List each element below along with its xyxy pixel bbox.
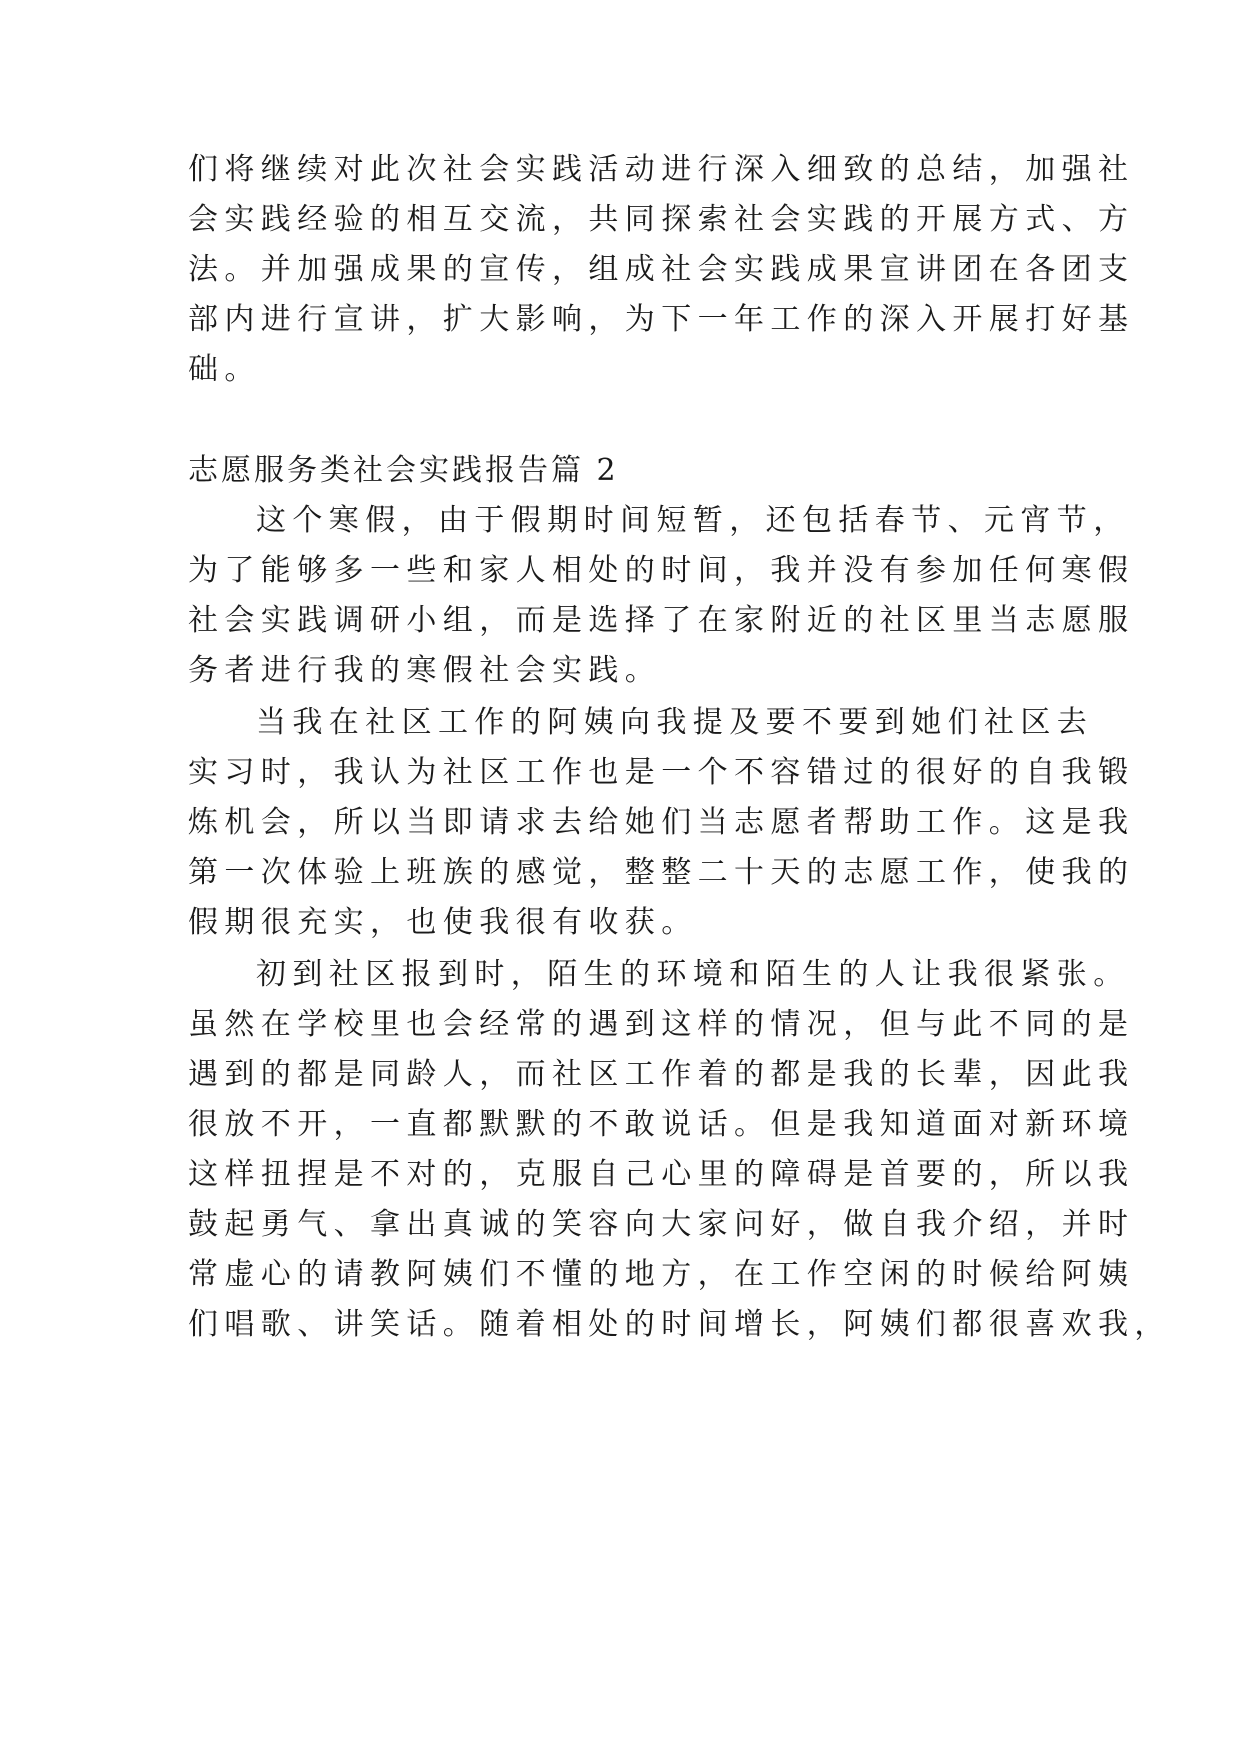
paragraph-line: 务者进行我的寒假社会实践。 xyxy=(188,653,662,688)
paragraph-line: 实习时，我认为社区工作也是一个不容错过的很好的自我锻 xyxy=(188,755,1135,790)
paragraph-line: 们唱歌、讲笑话。随着相处的时间增长，阿姨们都很喜欢我， xyxy=(188,1307,1171,1342)
paragraph-line: 会实践经验的相互交流，共同探索社会实践的开展方式、方 xyxy=(188,202,1135,237)
paragraph-line: 这个寒假，由于假期时间短暂，还包括春节、元宵节， xyxy=(256,503,1130,538)
section-heading: 志愿服务类社会实践报告篇 2 xyxy=(188,453,619,488)
paragraph-line: 炼机会，所以当即请求去给她们当志愿者帮助工作。这是我 xyxy=(188,805,1135,840)
paragraph-line: 很放不开，一直都默默的不敢说话。但是我知道面对新环境 xyxy=(188,1107,1135,1142)
paragraph-line: 社会实践调研小组，而是选择了在家附近的社区里当志愿服 xyxy=(188,603,1135,638)
paragraph-line: 们将继续对此次社会实践活动进行深入细致的总结，加强社 xyxy=(188,152,1135,187)
paragraph-line: 鼓起勇气、拿出真诚的笑容向大家问好，做自我介绍，并时 xyxy=(188,1207,1135,1242)
paragraph-line: 初到社区报到时，陌生的环境和陌生的人让我很紧张。 xyxy=(256,957,1130,992)
paragraph-line: 常虚心的请教阿姨们不懂的地方，在工作空闲的时候给阿姨 xyxy=(188,1257,1135,1292)
paragraph-line: 法。并加强成果的宣传，组成社会实践成果宣讲团在各团支 xyxy=(188,252,1135,287)
paragraph-line: 部内进行宣讲，扩大影响，为下一年工作的深入开展打好基 xyxy=(188,302,1135,337)
paragraph-line: 当我在社区工作的阿姨向我提及要不要到她们社区去 xyxy=(256,705,1094,740)
paragraph-line: 遇到的都是同龄人，而社区工作着的都是我的长辈，因此我 xyxy=(188,1057,1135,1092)
paragraph-line: 这样扭捏是不对的，克服自己心里的障碍是首要的，所以我 xyxy=(188,1157,1135,1192)
paragraph-line: 为了能够多一些和家人相处的时间，我并没有参加任何寒假 xyxy=(188,553,1135,588)
paragraph-line: 第一次体验上班族的感觉，整整二十天的志愿工作，使我的 xyxy=(188,855,1135,890)
paragraph-line: 虽然在学校里也会经常的遇到这样的情况，但与此不同的是 xyxy=(188,1007,1135,1042)
paragraph-line: 假期很充实，也使我很有收获。 xyxy=(188,905,698,940)
paragraph-line: 础。 xyxy=(188,352,261,387)
